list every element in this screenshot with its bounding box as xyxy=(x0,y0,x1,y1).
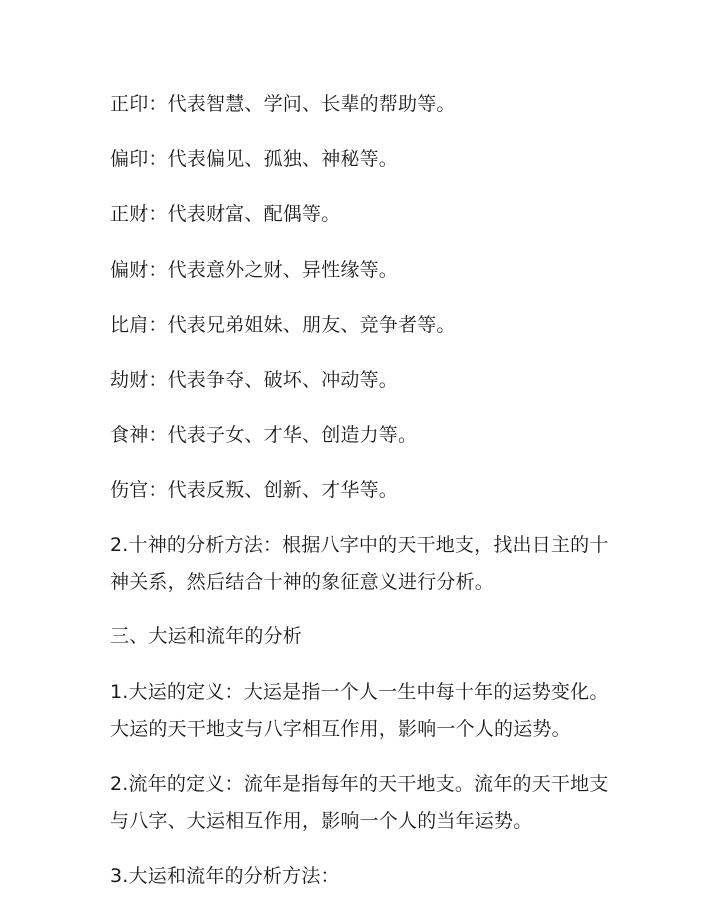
paragraph-shishen-method xyxy=(110,527,630,601)
paragraph-shishen xyxy=(110,417,630,454)
paragraph-zhengyin xyxy=(110,86,630,123)
paragraph-shangguan xyxy=(110,472,630,509)
section-heading-dayun-liunian xyxy=(110,618,630,655)
paragraph-bijian xyxy=(110,307,630,344)
text-line: 大运的天干地支与八字相互作用，影响一个人的运势。 xyxy=(110,718,571,740)
paragraph-piancai xyxy=(110,252,630,289)
text-line: 伤官：代表反叛、创新、才华等。 xyxy=(110,479,399,501)
text-line: 2.十神的分析方法：根据八字中的天干地支，找出日主的十 xyxy=(110,534,609,556)
text-line: 神关系，然后结合十神的象征意义进行分析。 xyxy=(110,571,495,593)
text-line: 三、大运和流年的分析 xyxy=(110,625,303,647)
paragraph-dayun-definition xyxy=(110,674,630,748)
text-line: 与八字、大运相互作用，影响一个人的当年运势。 xyxy=(110,810,533,832)
text-line: 正财：代表财富、配偶等。 xyxy=(110,203,341,225)
paragraph-pianyin xyxy=(110,141,630,178)
text-line: 劫财：代表争夺、破坏、冲动等。 xyxy=(110,369,399,391)
text-line: 2.流年的定义：流年是指每年的天干地支。流年的天干地支 xyxy=(110,773,609,795)
text-line: 偏财：代表意外之财、异性缘等。 xyxy=(110,259,399,281)
paragraph-zhengcai xyxy=(110,196,630,233)
paragraph-liunian-definition xyxy=(110,766,630,840)
text-line: 食神：代表子女、才华、创造力等。 xyxy=(110,424,418,446)
paragraph-jiecai xyxy=(110,362,630,399)
text-line: 比肩：代表兄弟姐妹、朋友、竞争者等。 xyxy=(110,314,456,336)
text-line: 3.大运和流年的分析方法： xyxy=(110,865,340,887)
paragraph-analysis-method xyxy=(110,858,630,895)
text-line: 1.大运的定义：大运是指一个人一生中每十年的运势变化。 xyxy=(110,681,609,703)
text-line: 正印：代表智慧、学问、长辈的帮助等。 xyxy=(110,93,456,115)
text-line: 偏印：代表偏见、孤独、神秘等。 xyxy=(110,148,399,170)
